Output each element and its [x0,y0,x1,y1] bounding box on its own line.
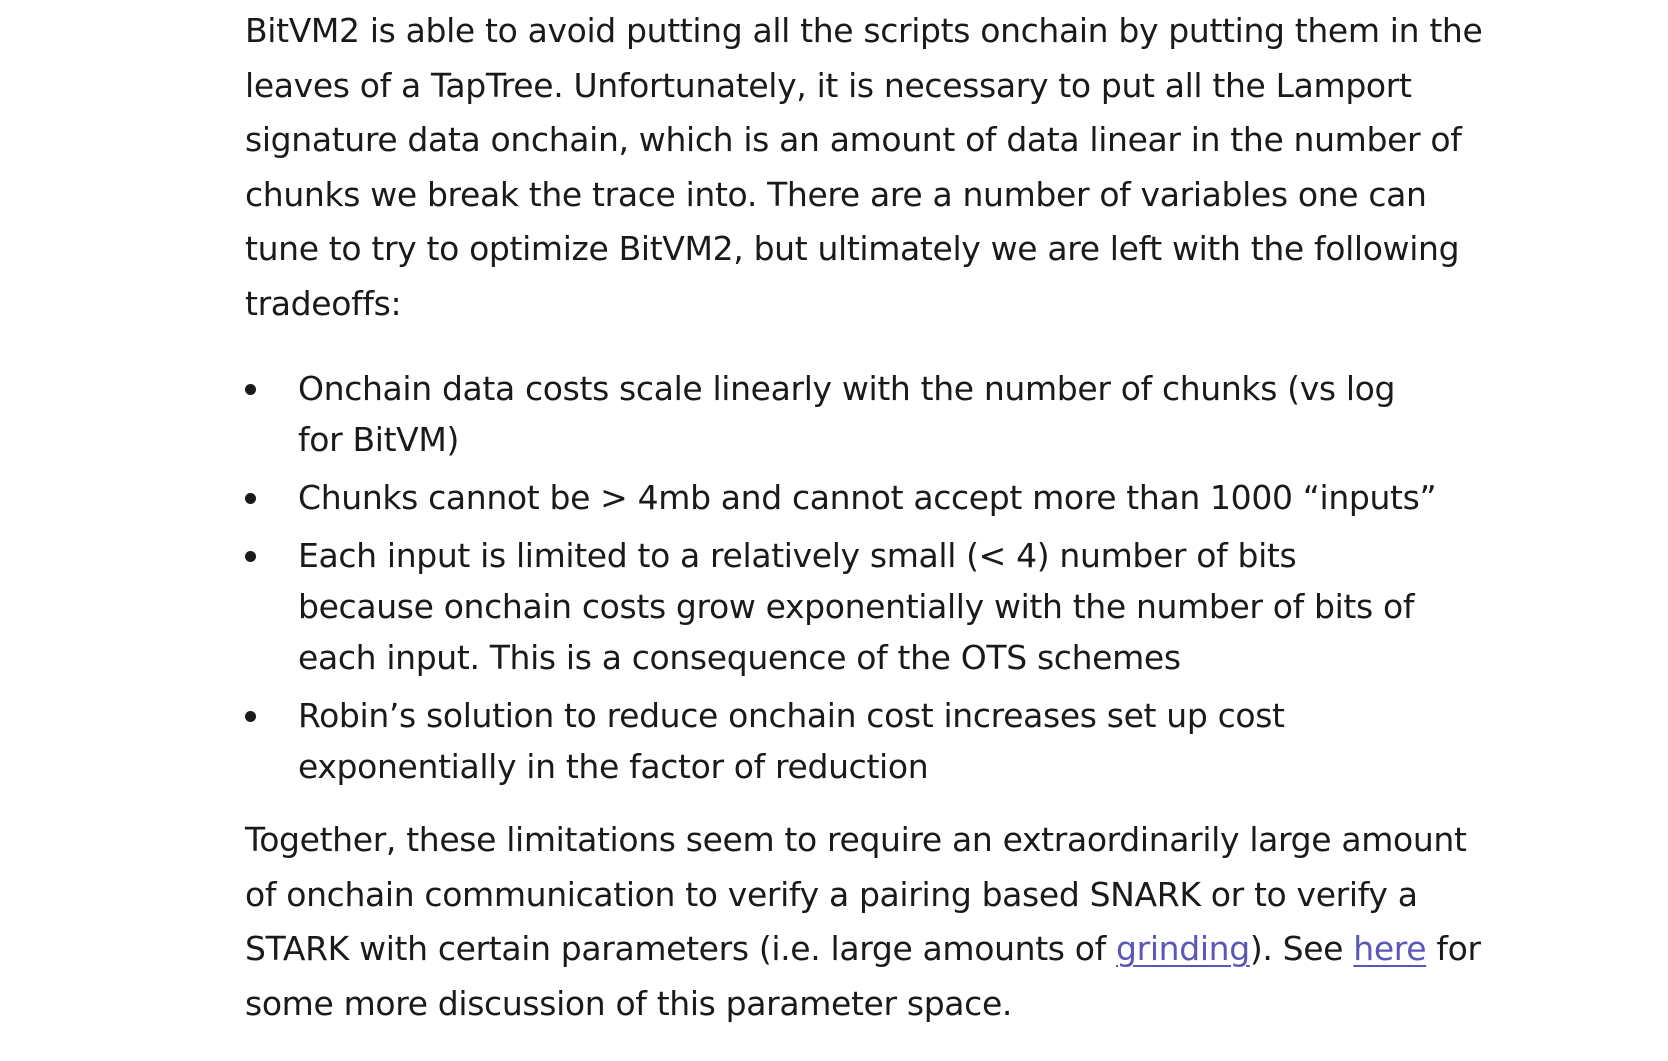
conclusion-text-part3: for some more discussion of this parameter space. [245,929,1481,1023]
list-item-text: Each input is limited to a relatively small (< 4) number of bits because onchain costs grow exponentially with the number of bits of each input. This is a consequence of the OTS schemes [298,536,1415,677]
list-item [245,363,1438,465]
tradeoffs-list [245,363,1485,792]
list-item-text: Chunks cannot be > 4mb and cannot accept more than 1000 “inputs” [298,478,1437,517]
list-item [245,472,1438,523]
intro-paragraph: BitVM2 is able to avoid putting all the scripts onchain by putting them in the leaves of a TapTree. Unfortunately, it is necessary to put all the Lamport signature data onchain, which is an amount of data linear in the number of chunks we break the trace into. There are a number of variables one can tune to try to optimize BitVM2, but ultimately we are left with the following tradeoffs: [245,11,1483,323]
bullet-icon [245,551,256,562]
conclusion-text-part2: ). See [1249,929,1354,968]
bullet-icon [245,711,256,722]
bullet-icon [245,384,256,395]
here-link[interactable]: here [1353,929,1427,968]
conclusion-paragraph [245,813,1485,1031]
list-item [245,530,1438,683]
conclusion-text-part1: Together, these limitations seem to require an extraordinarily large amount of onchain communication to verify a pairing based SNARK or to verify a STARK with certain parameters (i.e. large amounts of [245,820,1467,968]
bullet-icon [245,493,256,504]
article-body [245,4,1485,1031]
list-item [245,690,1438,792]
grinding-link[interactable]: grinding [1116,929,1250,968]
list-item-text: Onchain data costs scale linearly with the number of chunks (vs log for BitVM) [298,369,1396,459]
list-item-text: Robin’s solution to reduce onchain cost increases set up cost exponentially in the factor of reduction [298,696,1285,786]
